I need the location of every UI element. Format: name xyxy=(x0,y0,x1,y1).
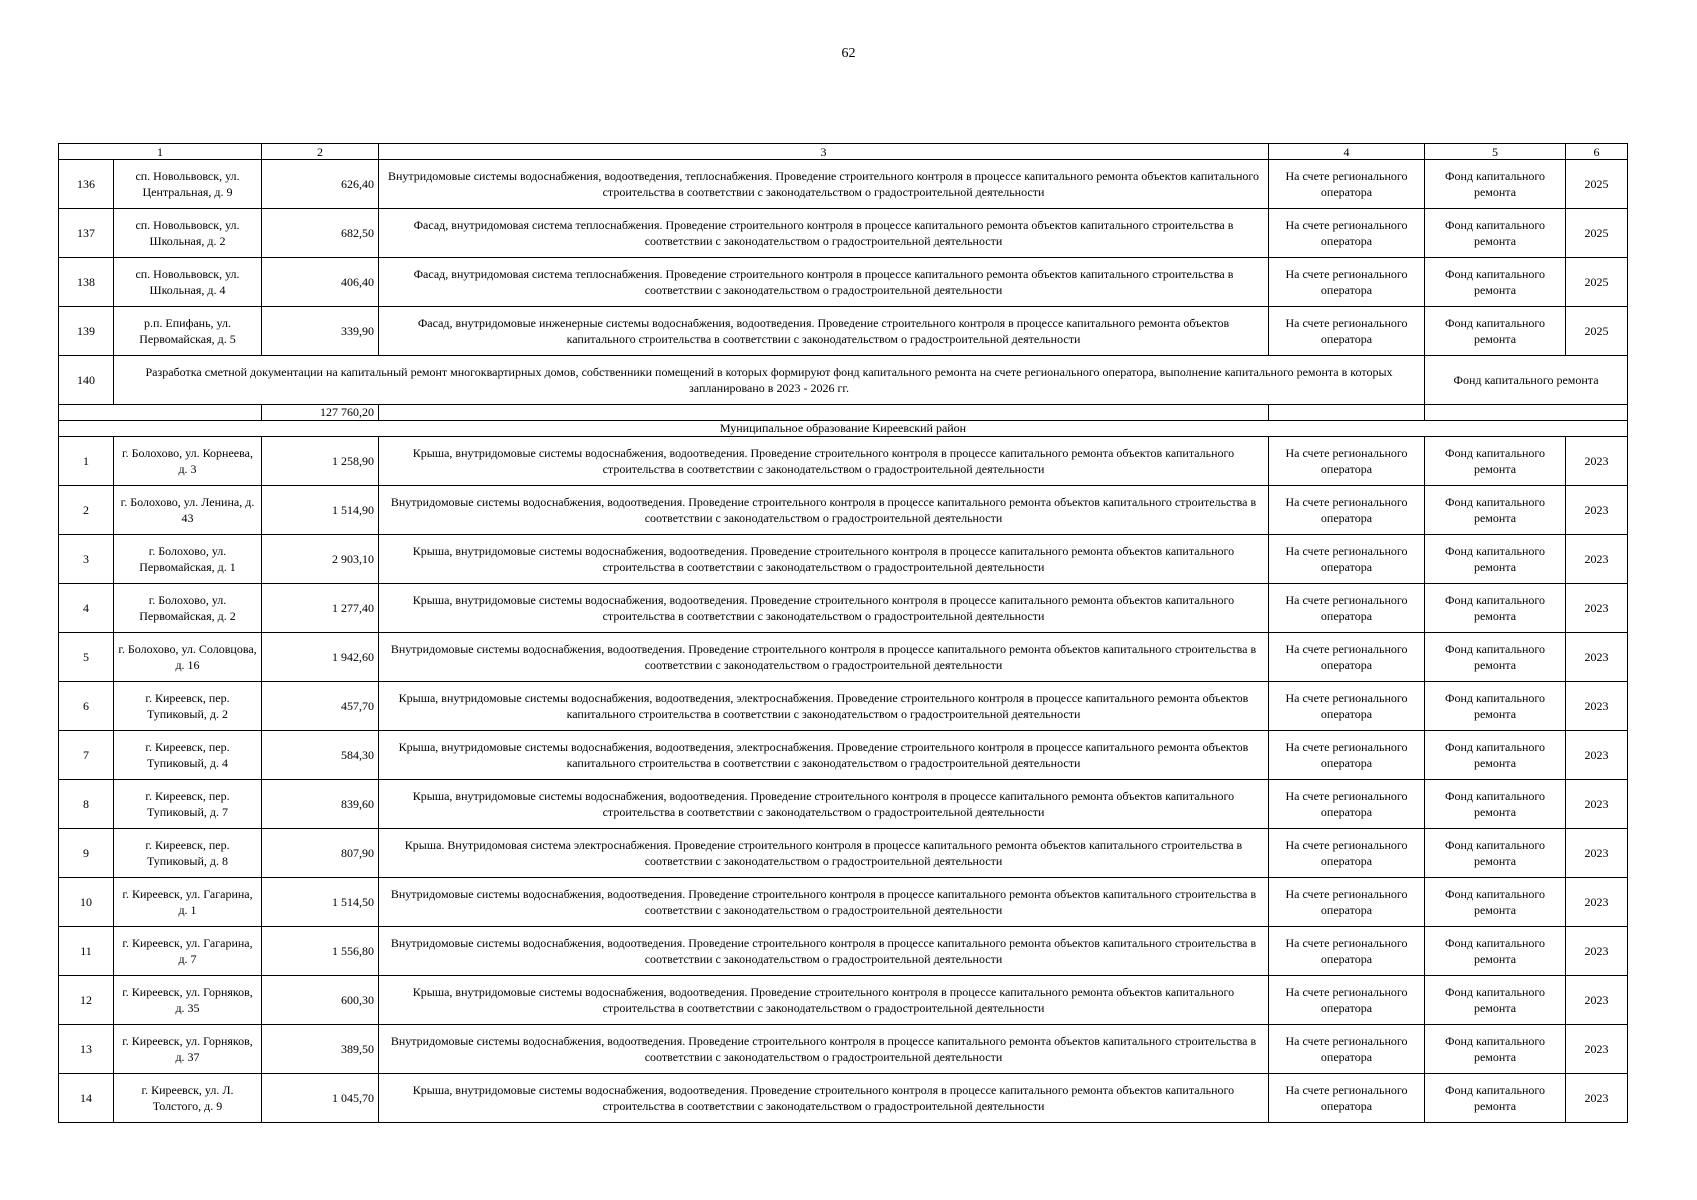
funding-source-cell: Фонд капитального ремонта xyxy=(1425,258,1566,307)
table-row xyxy=(59,356,1628,405)
funding-source-cell: Фонд капитального ремонта xyxy=(1425,209,1566,258)
works-cell: Фасад, внутридомовые инженерные системы водоснабжения, водоотведения. Проведение строительного контроля в процессе капитального ремонта объектов капитального строительства в соответствии с законодательством о градостроительной деятельности xyxy=(379,307,1269,356)
section-row xyxy=(59,421,1628,437)
year-cell: 2025 xyxy=(1566,307,1628,356)
table-row xyxy=(59,1074,1628,1123)
funding-source-cell: Фонд капитального ремонта xyxy=(1425,976,1566,1025)
works-cell: Внутридомовые системы водоснабжения, водоотведения. Проведение строительного контроля в процессе капитального ремонта объектов капитального строительства в соответствии с законодательством о градостроительной деятельности xyxy=(379,486,1269,535)
area-cell: 1 514,90 xyxy=(262,486,379,535)
works-cell: Крыша. Внутридомовая система электроснабжения. Проведение строительного контроля в процессе капитального ремонта объектов капитального строительства в соответствии с законодательством о градостроительной деятельности xyxy=(379,829,1269,878)
row-number: 6 xyxy=(59,682,114,731)
area-cell: 584,30 xyxy=(262,731,379,780)
works-cell: Крыша, внутридомовые системы водоснабжения, водоотведения. Проведение строительного контроля в процессе капитального ремонта объектов капитального строительства в соответствии с законодательством о градостроительной деятельности xyxy=(379,780,1269,829)
area-cell: 600,30 xyxy=(262,976,379,1025)
column-header: 5 xyxy=(1425,144,1566,160)
row-number: 3 xyxy=(59,535,114,584)
works-cell: Крыша, внутридомовые системы водоснабжения, водоотведения. Проведение строительного контроля в процессе капитального ремонта объектов капитального строительства в соответствии с законодательством о градостроительной деятельности xyxy=(379,584,1269,633)
area-cell: 406,40 xyxy=(262,258,379,307)
year-cell: 2025 xyxy=(1566,160,1628,209)
total-row xyxy=(59,405,1628,421)
table-row xyxy=(59,258,1628,307)
funding-source-cell: Фонд капитального ремонта xyxy=(1425,829,1566,878)
table-row xyxy=(59,780,1628,829)
account-cell: На счете регионального оператора xyxy=(1269,1074,1425,1123)
funding-source-cell: Фонд капитального ремонта xyxy=(1425,927,1566,976)
account-cell: На счете регионального оператора xyxy=(1269,682,1425,731)
area-cell: 682,50 xyxy=(262,209,379,258)
row-number: 5 xyxy=(59,633,114,682)
table-row xyxy=(59,633,1628,682)
table-row xyxy=(59,160,1628,209)
row-number: 10 xyxy=(59,878,114,927)
works-cell: Крыша, внутридомовые системы водоснабжения, водоотведения, электроснабжения. Проведение строительного контроля в процессе капитального ремонта объектов капитального строительства в соответствии с законодательством о градостроительной деятельности xyxy=(379,682,1269,731)
capital-repair-table xyxy=(58,143,1628,1123)
empty-cell xyxy=(59,405,262,421)
year-cell: 2023 xyxy=(1566,731,1628,780)
funding-source-cell: Фонд капитального ремонта xyxy=(1425,584,1566,633)
account-cell: На счете регионального оператора xyxy=(1269,633,1425,682)
area-cell: 1 258,90 xyxy=(262,437,379,486)
row-number: 8 xyxy=(59,780,114,829)
works-cell: Фасад, внутридомовая система теплоснабжения. Проведение строительного контроля в процессе капитального ремонта объектов капитального строительства в соответствии с законодательством о градостроительной деятельности xyxy=(379,209,1269,258)
account-cell: На счете регионального оператора xyxy=(1269,486,1425,535)
row-number: 1 xyxy=(59,437,114,486)
table-row xyxy=(59,584,1628,633)
area-cell: 1 556,80 xyxy=(262,927,379,976)
column-header: 1 xyxy=(59,144,262,160)
year-cell: 2023 xyxy=(1566,682,1628,731)
column-header: 4 xyxy=(1269,144,1425,160)
address-cell: г. Киреевск, пер. Тупиковый, д. 2 xyxy=(114,682,262,731)
account-cell: На счете регионального оператора xyxy=(1269,829,1425,878)
row-number: 11 xyxy=(59,927,114,976)
address-cell: р.п. Епифань, ул. Первомайская, д. 5 xyxy=(114,307,262,356)
account-cell: На счете регионального оператора xyxy=(1269,780,1425,829)
address-cell: г. Киреевск, пер. Тупиковый, д. 4 xyxy=(114,731,262,780)
works-cell: Внутридомовые системы водоснабжения, водоотведения. Проведение строительного контроля в процессе капитального ремонта объектов капитального строительства в соответствии с законодательством о градостроительной деятельности xyxy=(379,878,1269,927)
works-cell: Внутридомовые системы водоснабжения, водоотведения. Проведение строительного контроля в процессе капитального ремонта объектов капитального строительства в соответствии с законодательством о градостроительной деятельности xyxy=(379,1025,1269,1074)
works-cell: Крыша, внутридомовые системы водоснабжения, водоотведения. Проведение строительного контроля в процессе капитального ремонта объектов капитального строительства в соответствии с законодательством о градостроительной деятельности xyxy=(379,1074,1269,1123)
works-cell: Внутридомовые системы водоснабжения, водоотведения. Проведение строительного контроля в процессе капитального ремонта объектов капитального строительства в соответствии с законодательством о градостроительной деятельности xyxy=(379,927,1269,976)
account-cell: На счете регионального оператора xyxy=(1269,307,1425,356)
works-cell: Фасад, внутридомовая система теплоснабжения. Проведение строительного контроля в процессе капитального ремонта объектов капитального строительства в соответствии с законодательством о градостроительной деятельности xyxy=(379,258,1269,307)
address-cell: г. Киреевск, пер. Тупиковый, д. 8 xyxy=(114,829,262,878)
area-cell: 807,90 xyxy=(262,829,379,878)
area-cell: 839,60 xyxy=(262,780,379,829)
year-cell: 2025 xyxy=(1566,258,1628,307)
row-number: 136 xyxy=(59,160,114,209)
address-cell: г. Киреевск, ул. Горняков, д. 35 xyxy=(114,976,262,1025)
funding-source-cell: Фонд капитального ремонта xyxy=(1425,160,1566,209)
year-cell: 2025 xyxy=(1566,209,1628,258)
year-cell: 2023 xyxy=(1566,927,1628,976)
empty-cell xyxy=(1269,405,1425,421)
table-row xyxy=(59,437,1628,486)
area-cell: 626,40 xyxy=(262,160,379,209)
year-cell: 2023 xyxy=(1566,829,1628,878)
row-number: 139 xyxy=(59,307,114,356)
account-cell: На счете регионального оператора xyxy=(1269,1025,1425,1074)
address-cell: г. Киреевск, ул. Гагарина, д. 7 xyxy=(114,927,262,976)
year-cell: 2023 xyxy=(1566,437,1628,486)
year-cell: 2023 xyxy=(1566,1074,1628,1123)
address-cell: сп. Новольвовск, ул. Школьная, д. 4 xyxy=(114,258,262,307)
row-number: 9 xyxy=(59,829,114,878)
works-cell: Крыша, внутридомовые системы водоснабжения, водоотведения, электроснабжения. Проведение строительного контроля в процессе капитального ремонта объектов капитального строительства в соответствии с законодательством о градостроительной деятельности xyxy=(379,731,1269,780)
works-cell: Крыша, внутридомовые системы водоснабжения, водоотведения. Проведение строительного контроля в процессе капитального ремонта объектов капитального строительства в соответствии с законодательством о градостроительной деятельности xyxy=(379,535,1269,584)
table-row xyxy=(59,486,1628,535)
year-cell: 2023 xyxy=(1566,535,1628,584)
year-cell: 2023 xyxy=(1566,780,1628,829)
empty-cell xyxy=(1425,405,1628,421)
address-cell: г. Болохово, ул. Ленина, д. 43 xyxy=(114,486,262,535)
account-cell: На счете регионального оператора xyxy=(1269,535,1425,584)
table-row xyxy=(59,731,1628,780)
account-cell: На счете регионального оператора xyxy=(1269,927,1425,976)
account-cell: На счете регионального оператора xyxy=(1269,878,1425,927)
address-cell: сп. Новольвовск, ул. Центральная, д. 9 xyxy=(114,160,262,209)
row-number: 14 xyxy=(59,1074,114,1123)
address-cell: г. Болохово, ул. Первомайская, д. 1 xyxy=(114,535,262,584)
funding-source-cell: Фонд капитального ремонта xyxy=(1425,878,1566,927)
works-cell: Внутридомовые системы водоснабжения, водоотведения, теплоснабжения. Проведение строительного контроля в процессе капитального ремонта объектов капитального строительства в соответствии с законодательством о градостроительной деятельности xyxy=(379,160,1269,209)
funding-source-cell: Фонд капитального ремонта xyxy=(1425,633,1566,682)
area-cell: 1 277,40 xyxy=(262,584,379,633)
year-cell: 2023 xyxy=(1566,1025,1628,1074)
area-cell: 2 903,10 xyxy=(262,535,379,584)
area-cell: 339,90 xyxy=(262,307,379,356)
total-area-cell: 127 760,20 xyxy=(262,405,379,421)
column-header: 6 xyxy=(1566,144,1628,160)
row-number: 138 xyxy=(59,258,114,307)
area-cell: 1 514,50 xyxy=(262,878,379,927)
address-cell: г. Киреевск, ул. Гагарина, д. 1 xyxy=(114,878,262,927)
funding-source-cell: Фонд капитального ремонта xyxy=(1425,486,1566,535)
address-cell: г. Киреевск, ул. Л. Толстого, д. 9 xyxy=(114,1074,262,1123)
table-row xyxy=(59,927,1628,976)
address-cell: г. Болохово, ул. Соловцова, д. 16 xyxy=(114,633,262,682)
row-number: 2 xyxy=(59,486,114,535)
table-row xyxy=(59,307,1628,356)
account-cell: На счете регионального оператора xyxy=(1269,584,1425,633)
table-row xyxy=(59,1025,1628,1074)
area-cell: 389,50 xyxy=(262,1025,379,1074)
funding-source-cell: Фонд капитального ремонта xyxy=(1425,682,1566,731)
funding-source-cell: Фонд капитального ремонта xyxy=(1425,535,1566,584)
estimate-documentation-cell: Разработка сметной документации на капитальный ремонт многоквартирных домов, собственники помещений в которых формируют фонд капитального ремонта на счете регионального оператора, выполнение капитального ремонта в которых запланировано в 2023 - 2026 гг. xyxy=(114,356,1425,405)
row-number: 4 xyxy=(59,584,114,633)
funding-source-cell: Фонд капитального ремонта xyxy=(1425,437,1566,486)
table-row xyxy=(59,878,1628,927)
year-cell: 2023 xyxy=(1566,878,1628,927)
account-cell: На счете регионального оператора xyxy=(1269,258,1425,307)
table-row xyxy=(59,976,1628,1025)
account-cell: На счете регионального оператора xyxy=(1269,437,1425,486)
funding-source-cell: Фонд капитального ремонта xyxy=(1425,1025,1566,1074)
funding-source-cell: Фонд капитального ремонта xyxy=(1425,356,1628,405)
works-cell: Внутридомовые системы водоснабжения, водоотведения. Проведение строительного контроля в процессе капитального ремонта объектов капитального строительства в соответствии с законодательством о градостроительной деятельности xyxy=(379,633,1269,682)
address-cell: г. Киреевск, ул. Горняков, д. 37 xyxy=(114,1025,262,1074)
area-cell: 457,70 xyxy=(262,682,379,731)
empty-cell xyxy=(379,405,1269,421)
funding-source-cell: Фонд капитального ремонта xyxy=(1425,731,1566,780)
works-cell: Крыша, внутридомовые системы водоснабжения, водоотведения. Проведение строительного контроля в процессе капитального ремонта объектов капитального строительства в соответствии с законодательством о градостроительной деятельности xyxy=(379,437,1269,486)
funding-source-cell: Фонд капитального ремонта xyxy=(1425,307,1566,356)
table-row xyxy=(59,535,1628,584)
account-cell: На счете регионального оператора xyxy=(1269,209,1425,258)
funding-source-cell: Фонд капитального ремонта xyxy=(1425,780,1566,829)
year-cell: 2023 xyxy=(1566,976,1628,1025)
row-number: 7 xyxy=(59,731,114,780)
column-header: 2 xyxy=(262,144,379,160)
page-number: 62 xyxy=(841,46,856,61)
address-cell: г. Болохово, ул. Первомайская, д. 2 xyxy=(114,584,262,633)
area-cell: 1 045,70 xyxy=(262,1074,379,1123)
row-number: 140 xyxy=(59,356,114,405)
funding-source-cell: Фонд капитального ремонта xyxy=(1425,1074,1566,1123)
row-number: 137 xyxy=(59,209,114,258)
account-cell: На счете регионального оператора xyxy=(1269,976,1425,1025)
address-cell: сп. Новольвовск, ул. Школьная, д. 2 xyxy=(114,209,262,258)
account-cell: На счете регионального оператора xyxy=(1269,731,1425,780)
section-title: Муниципальное образование Киреевский район xyxy=(59,421,1628,437)
year-cell: 2023 xyxy=(1566,584,1628,633)
column-header: 3 xyxy=(379,144,1269,160)
table-row xyxy=(59,209,1628,258)
year-cell: 2023 xyxy=(1566,486,1628,535)
row-number: 13 xyxy=(59,1025,114,1074)
works-cell: Крыша, внутридомовые системы водоснабжения, водоотведения. Проведение строительного контроля в процессе капитального ремонта объектов капитального строительства в соответствии с законодательством о градостроительной деятельности xyxy=(379,976,1269,1025)
area-cell: 1 942,60 xyxy=(262,633,379,682)
address-cell: г. Болохово, ул. Корнеева, д. 3 xyxy=(114,437,262,486)
table-row xyxy=(59,682,1628,731)
column-header-row xyxy=(59,144,1628,160)
table-row xyxy=(59,829,1628,878)
row-number: 12 xyxy=(59,976,114,1025)
year-cell: 2023 xyxy=(1566,633,1628,682)
account-cell: На счете регионального оператора xyxy=(1269,160,1425,209)
address-cell: г. Киреевск, пер. Тупиковый, д. 7 xyxy=(114,780,262,829)
